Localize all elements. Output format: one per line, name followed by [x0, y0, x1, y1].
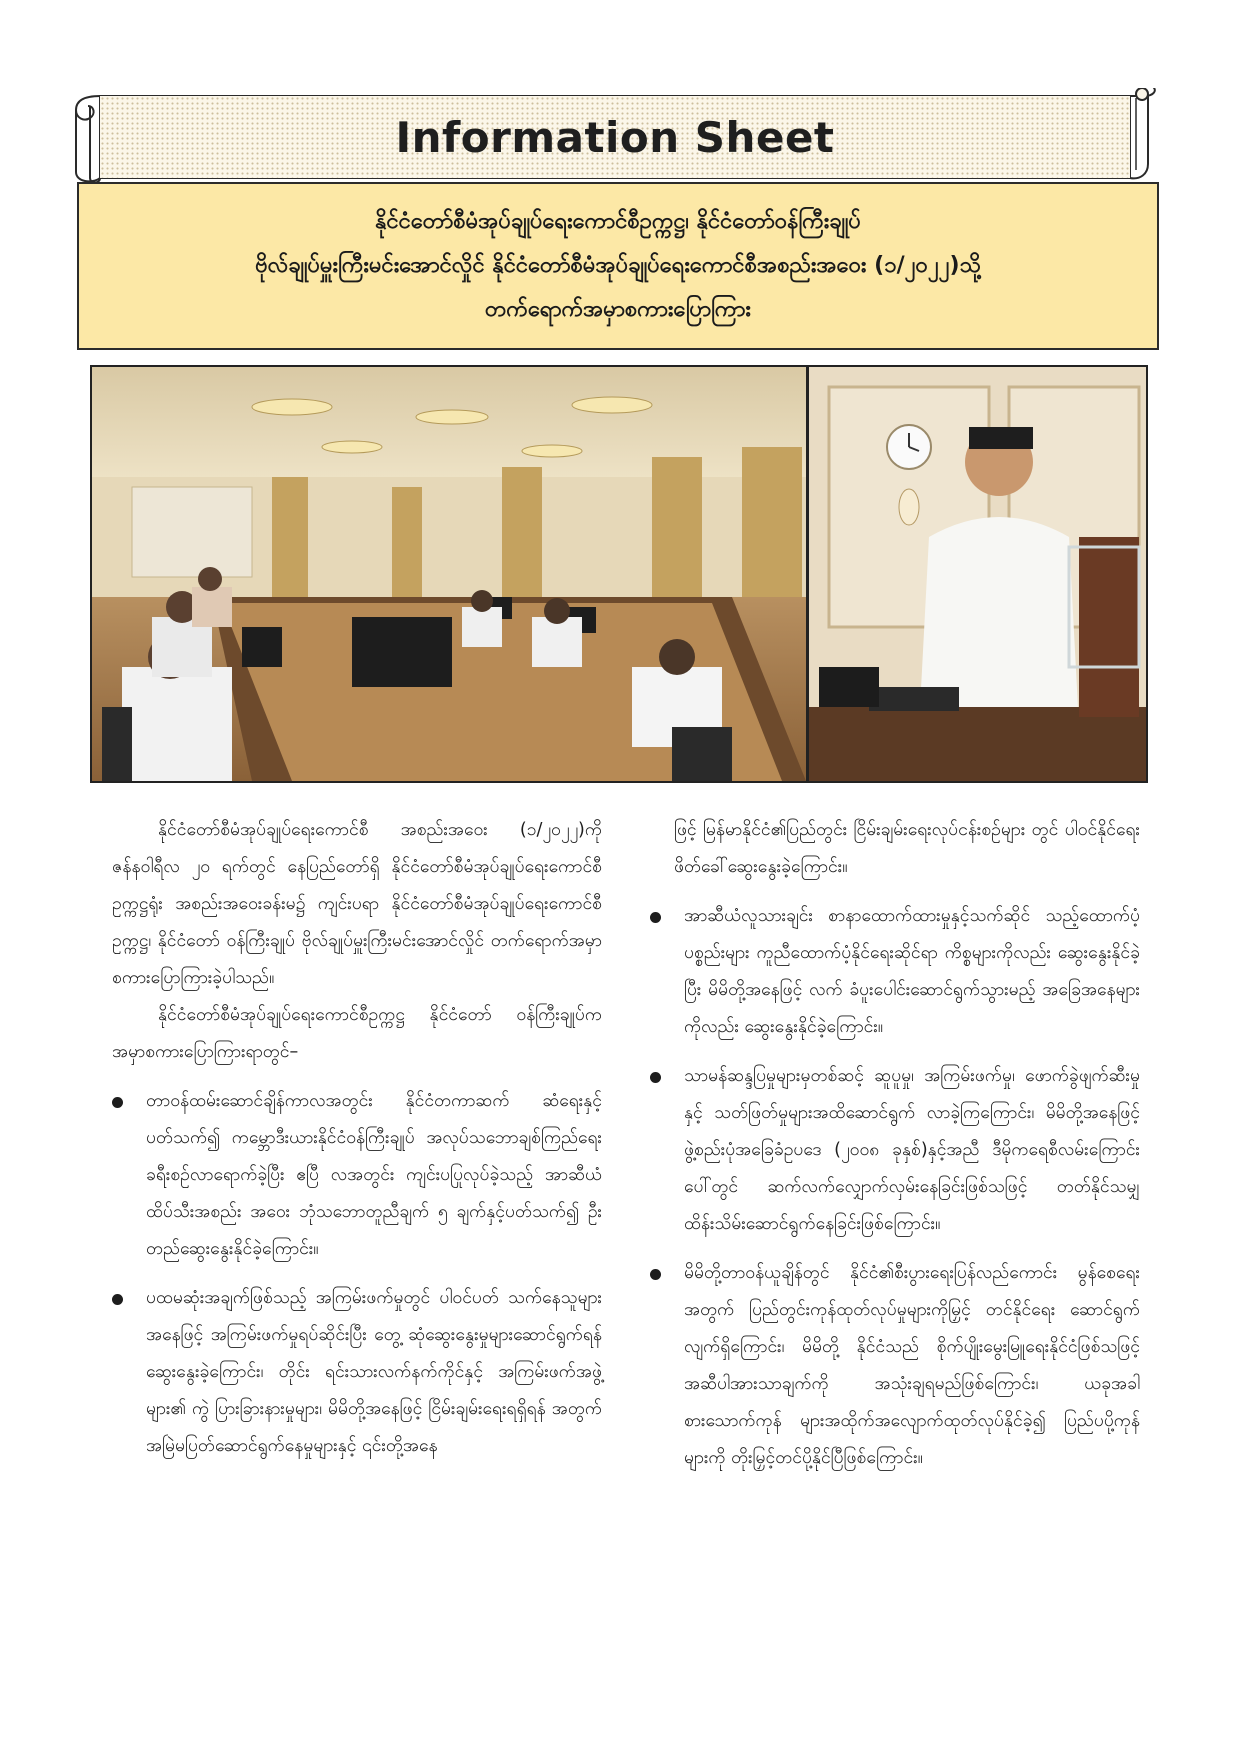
bullet-icon	[650, 1072, 661, 1083]
list-item-text: အာဆီယံလူသားချင်း စာနာထောက်ထားမှုနှင့်သက်ဆိုင် သည့်ထောက်ပံ့ပစ္စည်းများ ကူညီထောက်ပံ့နိုင်ရေးဆိုင်ရာ ကိစ္စများကိုလည်း ဆွေးနွေးနိုင်ခဲ့ပြီး မိမိတို့အနေဖြင့် လက် ခံပူးပေါင်းဆောင်ရွက်သွားမည့် အခြေအနေများကိုလည်း ဆွေးနွေးနိုင်ခဲ့ကြောင်း။	[684, 906, 1140, 1037]
list-item	[112, 1280, 602, 1465]
speaker-photo	[809, 367, 1146, 781]
headline-box	[77, 182, 1159, 350]
title-banner	[74, 88, 1160, 186]
body-column-left	[112, 812, 602, 1465]
bullet-icon	[112, 1294, 123, 1305]
list-item-text: သာမန်ဆန္ဒပြမှုများမှတစ်ဆင့် ဆူပူမှု၊ အကြမ်းဖက်မှု၊ ဖောက်ခွဲဖျက်ဆီးမှုနှင့် သတ်ဖြတ်မှုများအထိဆောင်ရွက် လာခဲ့ကြကြောင်း၊ မိမိတို့အနေဖြင့် ဖွဲ့စည်းပုံအခြေခံဥပဒေ (၂၀၀၈ ခုနှစ်)နှင့်အညီ ဒီမိုကရေစီလမ်းကြောင်းပေါ်တွင် ဆက်လက်လျှောက်လှမ်းနေခြင်းဖြစ်သဖြင့် တတ်နိုင်သမျှ ထိန်းသိမ်းဆောင်ရွက်နေခြင်းဖြစ်ကြောင်း။	[684, 1066, 1140, 1234]
list-item	[112, 1083, 602, 1268]
list-item	[650, 1255, 1140, 1477]
list-item-text: တာဝန်ထမ်းဆောင်ချိန်ကာလအတွင်း နိုင်ငံတကာဆက် ဆံရေးနှင့်ပတ်သက်၍ ကမ္ဘောဒီးယားနိုင်ငံဝန်ကြီးချုပ် အလုပ်သဘောချစ်ကြည်ရေးခရီးစဉ်လာရောက်ခဲ့ပြီး ဧပြီ လအတွင်း ကျင်းပပြုလုပ်ခဲ့သည့် အာဆီယံထိပ်သီးအစည်း အဝေး ဘုံသဘောတူညီချက် ၅ ချက်နှင့်ပတ်သက်၍ ဦး တည်ဆွေးနွေးနိုင်ခဲ့ကြောင်း။	[146, 1091, 602, 1259]
continued-paragraph: ဖြင့် မြန်မာနိုင်ငံ၏ပြည်တွင်း ငြိမ်းချမ်းရေးလုပ်ငန်းစဉ်များ တွင် ပါဝင်နိုင်ရေးဖိတ်ခေါ်ဆွေးနွေးခဲ့ကြောင်း။	[674, 820, 1140, 877]
list-item-text: ပထမဆုံးအချက်ဖြစ်သည့် အကြမ်းဖက်မှုတွင် ပါဝင်ပတ် သက်နေသူများအနေဖြင့် အကြမ်းဖက်မှုရပ်ဆိုင်းပြီး တွေ့ ဆုံဆွေးနွေးမှုများဆောင်ရွက်ရန်ဆွေးနွေးခဲ့ကြောင်း၊ တိုင်း ရင်းသားလက်နက်ကိုင်နှင့် အကြမ်းဖက်အဖွဲ့များ၏ ကွဲ ပြားခြားနားမှုများ၊ မိမိတို့အနေဖြင့် ငြိမ်းချမ်းရေးရရှိရန် အတွက် အမြဲမပြတ်ဆောင်ရွက်နေမှုများနှင့် ၎င်းတို့အနေ	[146, 1288, 602, 1456]
page-title: Information Sheet	[395, 112, 835, 162]
list-item-text: မိမိတို့တာဝန်ယူချိန်တွင် နိုင်ငံ၏စီးပွားရေးပြန်လည်ကောင်း မွန်စေရေးအတွက် ပြည်တွင်းကုန်ထုတ်လုပ်မှုများကိုမြှင့် တင်နိုင်ရေး ဆောင်ရွက်လျက်ရှိကြောင်း၊ မိမိတို့ နိုင်ငံသည် စိုက်ပျိုးမွေးမြူရေးနိုင်ငံဖြစ်သဖြင့် အဆီပါအားသာချက်ကို အသုံးချရမည်ဖြစ်ကြောင်း၊ ယခုအခါ စားသောက်ကုန် များအထိုက်အလျောက်ထုတ်လုပ်နိုင်ခဲ့၍ ပြည်ပပို့ကုန် များကို တိုးမြှင့်တင်ပို့နိုင်ပြီဖြစ်ကြောင်း။	[684, 1263, 1140, 1468]
bullet-icon	[650, 912, 661, 923]
bullet-list-left	[112, 1083, 602, 1465]
intro-paragraph-2: နိုင်ငံတော်စီမံအုပ်ချုပ်ရေးကောင်စီဥက္ကဋ္ဌ နိုင်ငံတော် ဝန်ကြီးချုပ်က အမှာစကားပြောကြားရာတွင်–	[112, 1005, 602, 1062]
list-item	[650, 1058, 1140, 1243]
headline-line-3: တက်ရောက်အမှာစကားပြောကြား	[485, 297, 751, 322]
headline-line-2: ဗိုလ်ချုပ်မှူးကြီးမင်းအောင်လှိုင် နိုင်ငံတော်စီမံအုပ်ချုပ်ရေးကောင်စီအစည်းအဝေး (၁/၂၀၂၂)သို့	[255, 253, 981, 278]
intro-paragraph: နိုင်ငံတော်စီမံအုပ်ချုပ်ရေးကောင်စီ အစည်းအဝေး (၁/၂၀၂၂)ကို ဇန်နဝါရီလ ၂၀ ရက်တွင် နေပြည်တော်ရှိ နိုင်ငံတော်စီမံအုပ်ချုပ်ရေးကောင်စီဥက္ကဋ္ဌရုံး အစည်းအဝေးခန်းမ၌ ကျင်းပရာ နိုင်ငံတော်စီမံအုပ်ချုပ်ရေးကောင်စီဥက္ကဋ္ဌ၊ နိုင်ငံတော် ဝန်ကြီးချုပ် ဗိုလ်ချုပ်မှူးကြီးမင်းအောင်လှိုင် တက်ရောက်အမှာ စကားပြောကြားခဲ့ပါသည်။	[112, 820, 602, 988]
headline-line-1: နိုင်ငံတော်စီမံအုပ်ချုပ်ရေးကောင်စီဥက္ကဋ္ဌ၊ နိုင်ငံတော်ဝန်ကြီးချုပ်	[375, 209, 861, 234]
body-column-right	[650, 812, 1140, 1477]
photo-strip	[90, 365, 1148, 783]
bullet-icon	[112, 1097, 123, 1108]
list-item	[650, 898, 1140, 1046]
bullet-list-right	[650, 898, 1140, 1477]
bullet-icon	[650, 1269, 661, 1280]
meeting-room-photo	[92, 367, 806, 781]
